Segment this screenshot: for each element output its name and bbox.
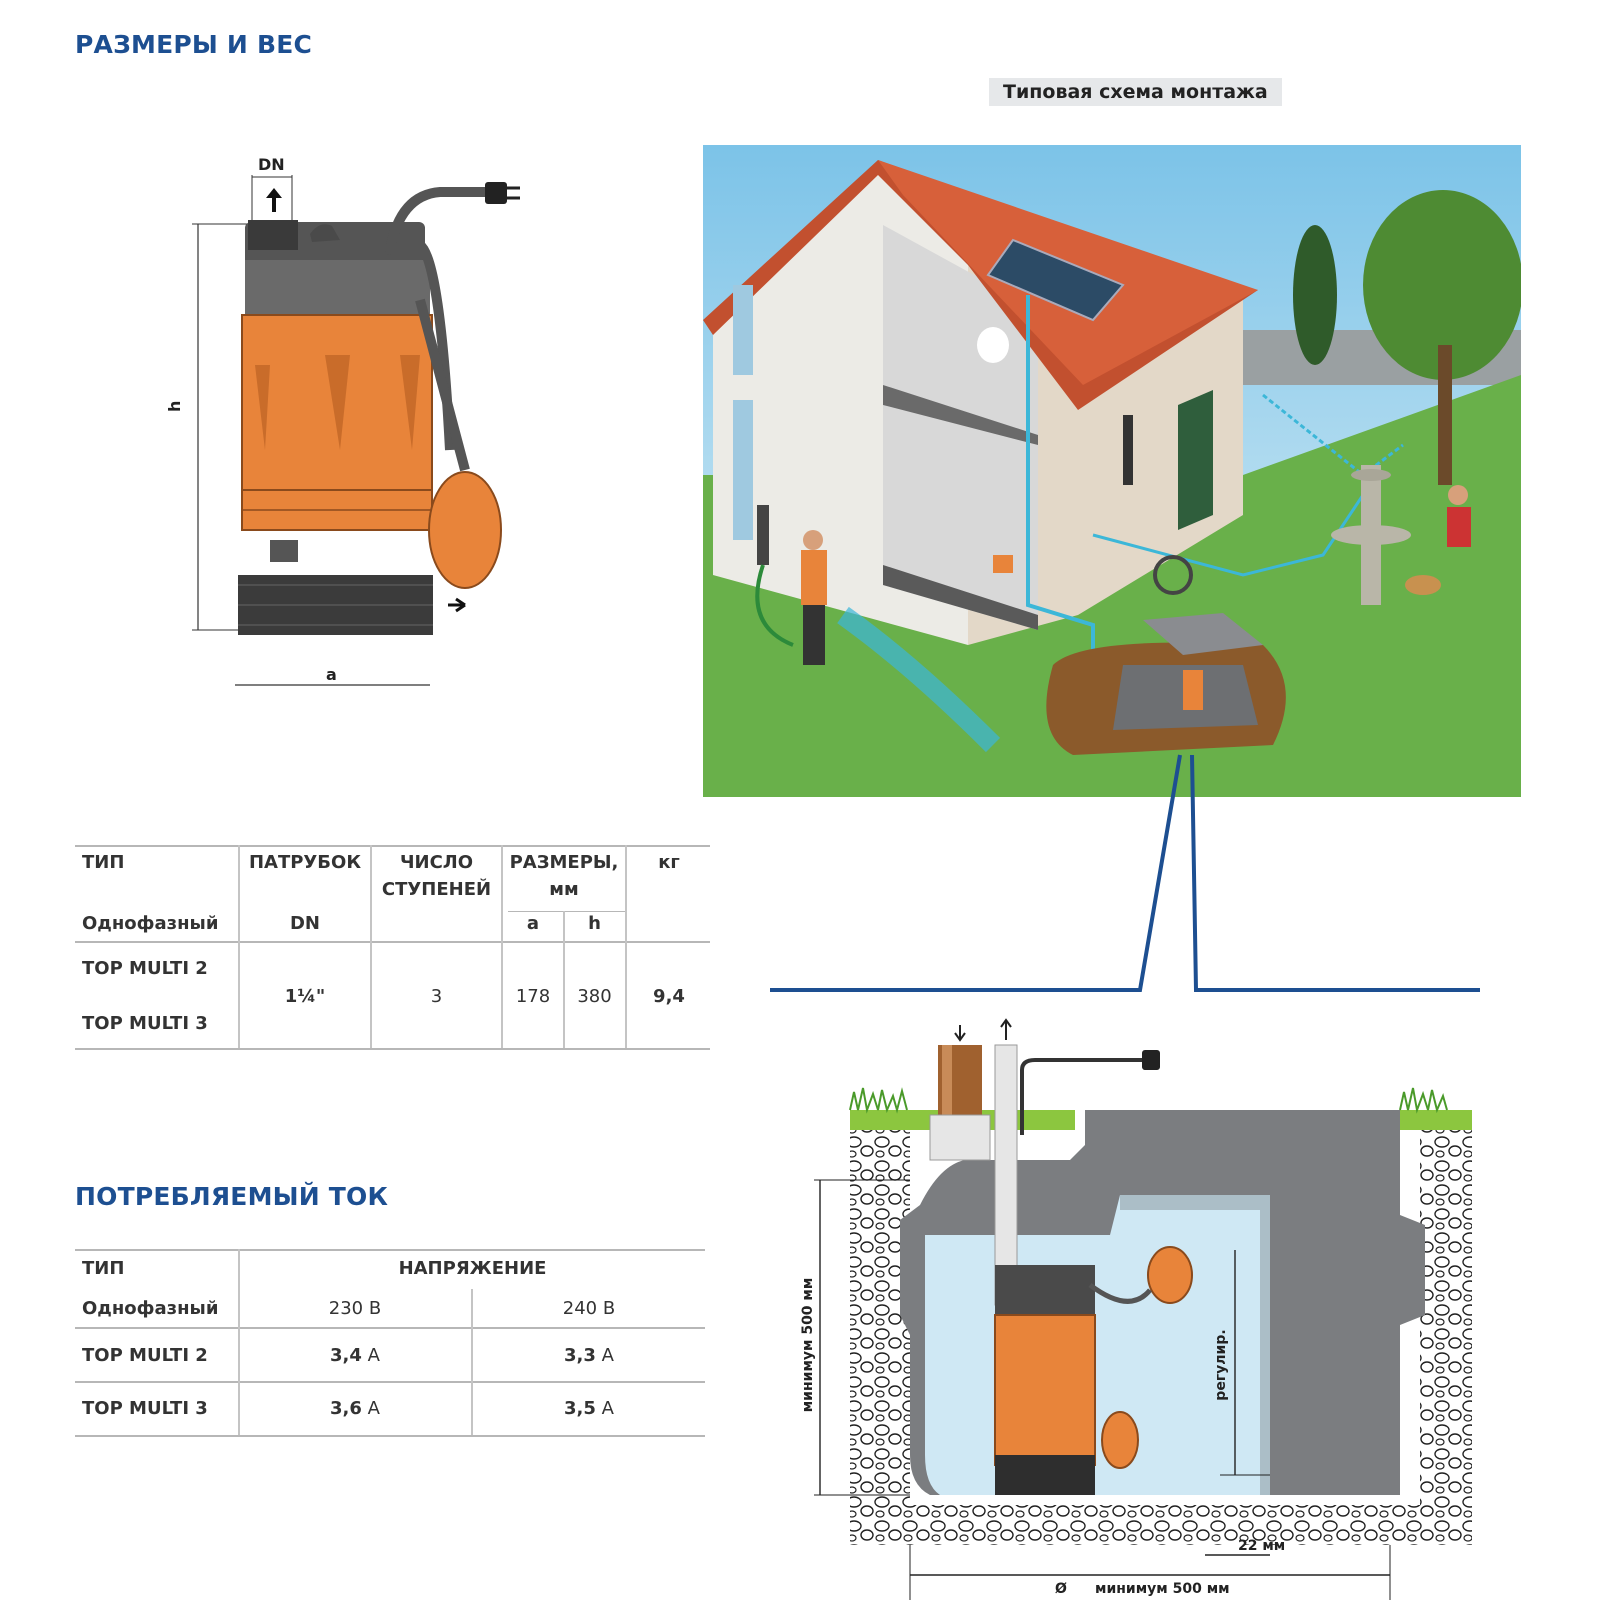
col-v2: 240 В xyxy=(562,1298,616,1319)
row-type: TOP MULTI 2 xyxy=(82,958,208,979)
diameter-symbol: Ø xyxy=(1055,1581,1067,1597)
cell-current: 3,6 A xyxy=(330,1398,380,1419)
cell-a: 178 xyxy=(515,986,551,1007)
a-label: a xyxy=(326,665,337,684)
current-title: ПОТРЕБЛЯЕМЫЙ ТОК xyxy=(75,1182,389,1211)
dn-label: DN xyxy=(258,155,285,174)
row-type: TOP MULTI 3 xyxy=(82,1398,208,1419)
col-dim-h: h xyxy=(588,913,601,934)
cell-stages: 3 xyxy=(430,986,443,1007)
connector-lines xyxy=(770,740,1490,1000)
regulation-label: регулир. xyxy=(1213,1329,1229,1401)
pump-drawing xyxy=(20,150,580,740)
cell-current: 3,4 A xyxy=(330,1345,380,1366)
col-v1: 230 В xyxy=(328,1298,382,1319)
col-port: ПАТРУБОК xyxy=(248,852,362,873)
sizes-weight-title: РАЗМЕРЫ И ВЕС xyxy=(75,30,313,59)
col-type-sub: Однофазный xyxy=(82,913,219,934)
cell-current: 3,5 A xyxy=(564,1398,614,1419)
tank-section-drawing xyxy=(790,1015,1490,1600)
col-stages-l1: ЧИСЛО xyxy=(399,852,474,873)
cell-kg: 9,4 xyxy=(653,986,685,1007)
min-height-label: минимум 500 мм xyxy=(800,1277,816,1413)
cell-dn: 1¼" xyxy=(284,986,326,1007)
h-label: h xyxy=(165,400,184,412)
col-dims-l2: мм xyxy=(549,879,579,900)
col-type-sub: Однофазный xyxy=(82,1298,219,1319)
col-port-sub: DN xyxy=(289,913,320,934)
cell-current: 3,3 A xyxy=(564,1345,614,1366)
scheme-caption: Типовая схема монтажа xyxy=(989,78,1282,106)
col-dim-a: a xyxy=(526,913,540,934)
col-type: ТИП xyxy=(82,852,125,873)
col-type: ТИП xyxy=(82,1258,125,1279)
min-diameter-label: минимум 500 мм xyxy=(1095,1581,1230,1597)
row-type: TOP MULTI 3 xyxy=(82,1013,208,1034)
gap-label: 22 мм xyxy=(1238,1538,1286,1554)
col-stages-l2: СТУПЕНЕЙ xyxy=(381,879,492,900)
col-kg: кг xyxy=(658,852,680,873)
installation-illustration xyxy=(703,145,1521,797)
cell-h: 380 xyxy=(577,986,612,1007)
row-type: TOP MULTI 2 xyxy=(82,1345,208,1366)
col-dims-l1: РАЗМЕРЫ, xyxy=(509,852,619,873)
col-voltage: НАПРЯЖЕНИЕ xyxy=(398,1258,547,1279)
